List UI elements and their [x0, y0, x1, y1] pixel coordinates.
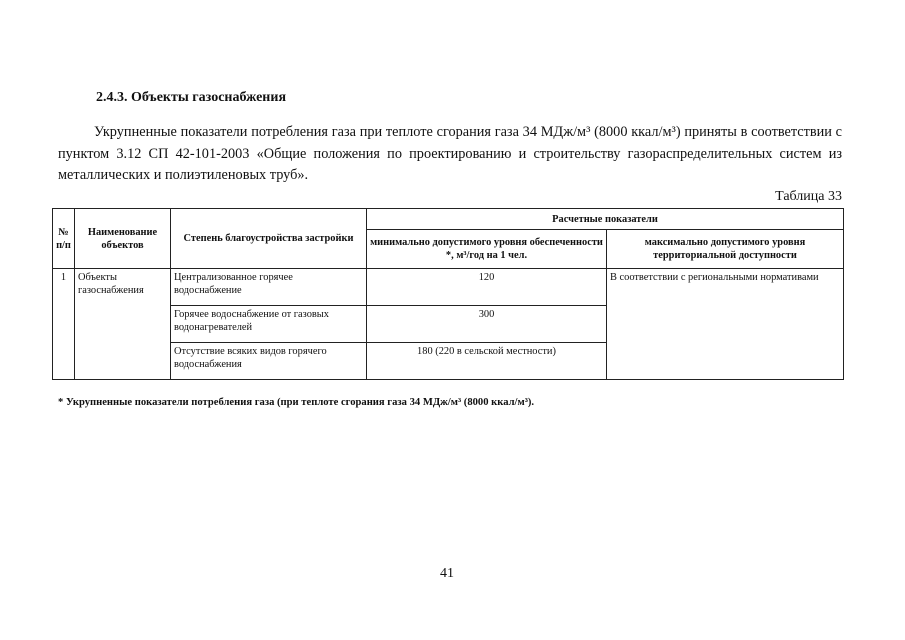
cell-row-num: 1 — [53, 269, 75, 380]
cell-max: В соответствии с региональными нормативами — [607, 269, 844, 380]
page-number: 41 — [440, 566, 454, 581]
header-degree: Степень благоустройства застройки — [171, 209, 367, 269]
cell-min: 180 (220 в сельской местности) — [367, 343, 607, 380]
cell-min: 120 — [367, 269, 607, 306]
table-caption: Таблица 33 — [775, 189, 842, 204]
indicators-table — [52, 208, 844, 380]
header-name: Наименование объектов — [75, 209, 171, 269]
cell-min: 300 — [367, 306, 607, 343]
cell-degree: Централизованное горячее водоснабжение — [171, 269, 367, 306]
body-paragraph: Укрупненные показатели потребления газа при теплоте сгорания газа 34 МДж/м³ (8000 ккал/м³) приняты в соответствии с пунктом 3.12 СП 42-101-2003 «Общие положения по проектированию и строительству газораспределительных систем из металлических и полиэтиленовых труб». — [58, 124, 842, 183]
header-max: максимально допустимого уровня территориальной доступности — [607, 230, 844, 269]
header-calc: Расчетные показатели — [367, 209, 844, 230]
section-heading: 2.4.3. Объекты газоснабжения — [96, 90, 287, 105]
table-row — [53, 269, 844, 306]
cell-row-name: Объекты газоснабжения — [75, 269, 171, 380]
cell-degree: Отсутствие всяких видов горячего водоснабжения — [171, 343, 367, 380]
cell-degree: Горячее водоснабжение от газовых водонагревателей — [171, 306, 367, 343]
footnote: * Укрупненные показатели потребления газа (при теплоте сгорания газа 34 МДж/м³ (8000 ккал/м³). — [58, 397, 535, 408]
header-num: № п/п — [53, 209, 75, 269]
header-min: минимально допустимого уровня обеспеченности *, м³/год на 1 чел. — [367, 230, 607, 269]
